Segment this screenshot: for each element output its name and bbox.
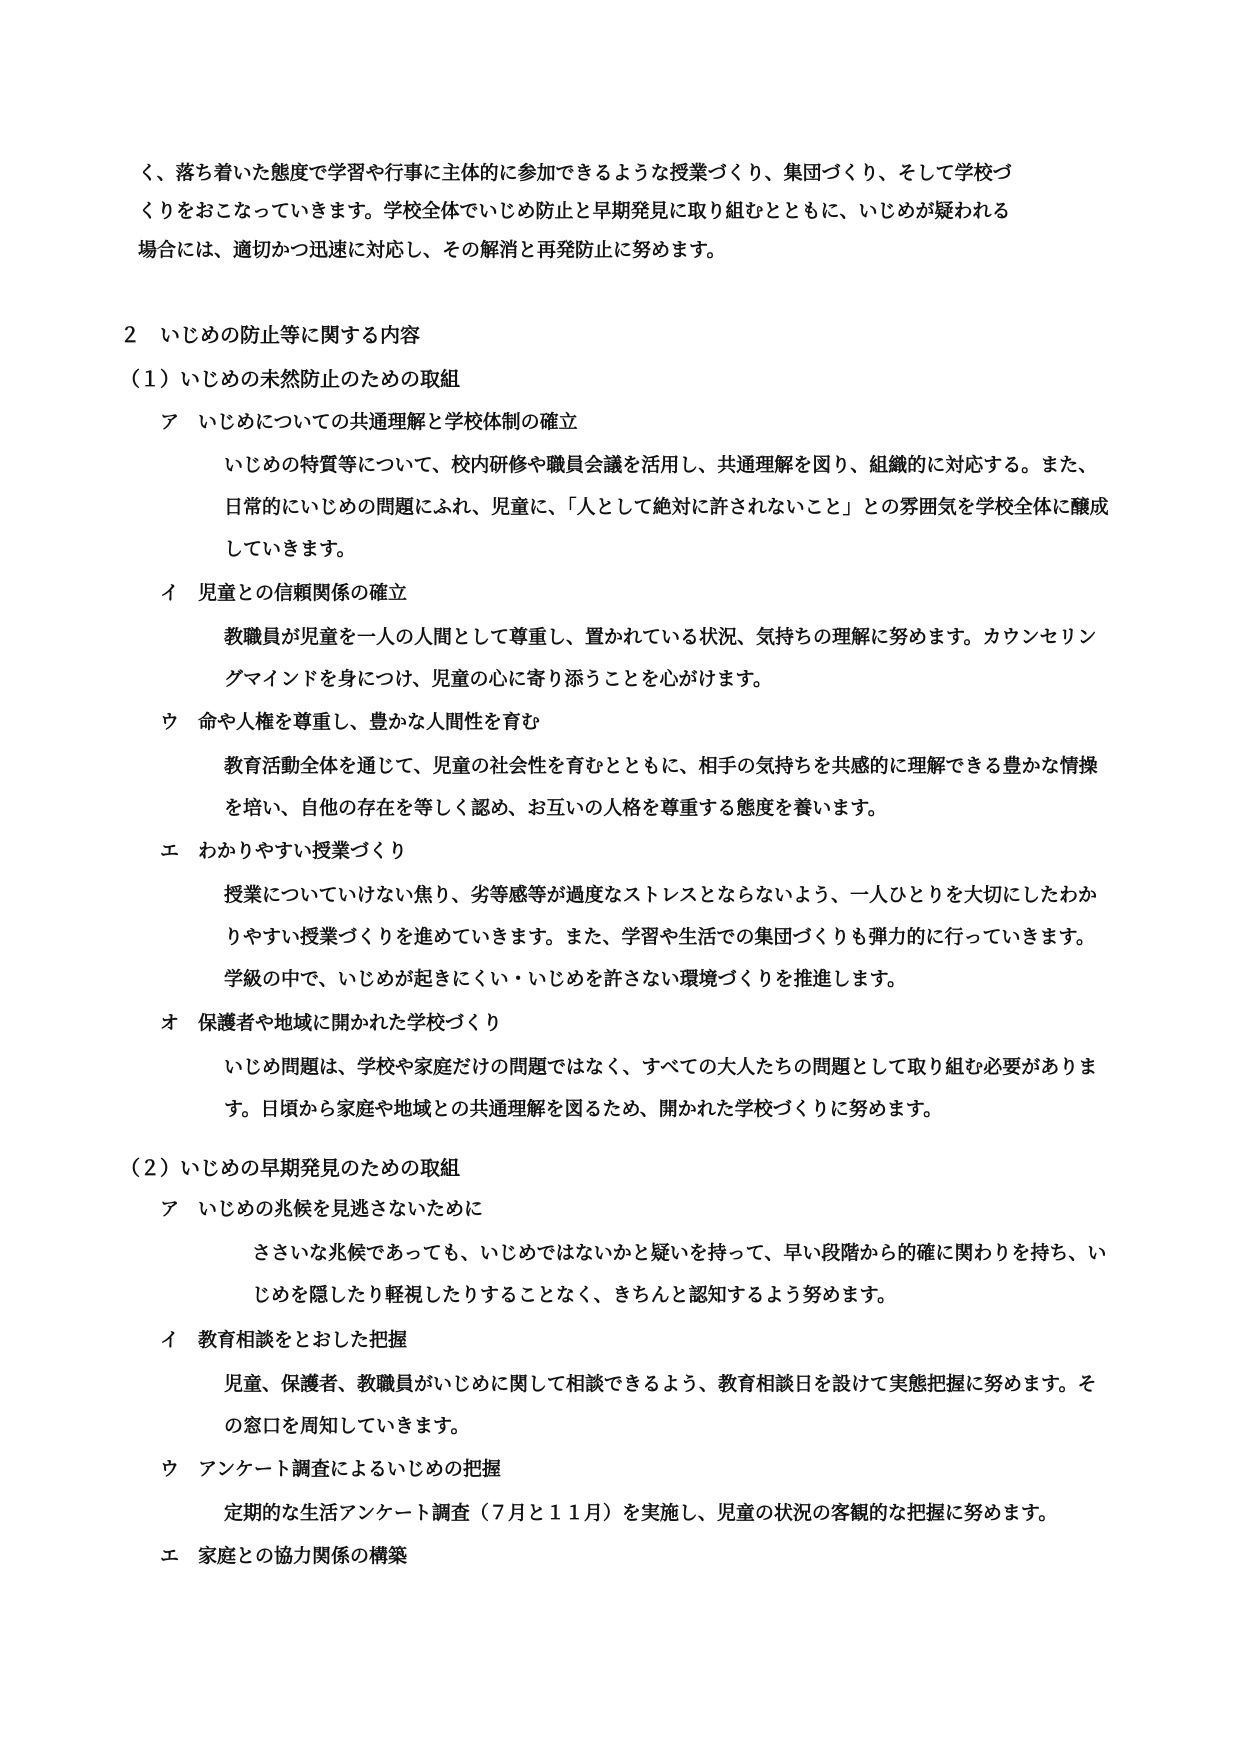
item-body-line: を培い、自他の存在を等しく認め、お互いの人格を尊重する態度を養います。 [224,797,887,819]
item-body-line: いじめの特質等について、校内研修や職員会議を活用し、共通理解を図り、組織的に対応する。また、 [224,454,1098,476]
item-heading: エ 家庭との協力関係の構築 [160,1545,408,1567]
item-body-line: りやすい授業づくりを進めていきます。また、学習や生活での集団づくりも弾力的に行っていきます。 [224,926,1095,948]
item-heading: エ わかりやすい授業づくり [160,840,408,862]
item-body-line: 授業についていけない焦り、劣等感等が過度なストレスとならないよう、一人ひとりを大切にしたわか [224,884,1098,906]
item-body-line: 学級の中で、いじめが起きにくい・いじめを許さない環境づくりを推進します。 [224,968,907,990]
intro-line: 場合には、適切かつ迅速に対応し、その解消と再発防止に努めます。 [138,239,726,261]
subsection-heading: （１）いじめの未然防止のための取組 [120,367,460,391]
item-body-line: の窓口を周知していきます。 [224,1415,470,1437]
item-heading: ウ アンケート調査によるいじめの把握 [160,1458,501,1480]
item-body-line: 教職員が児童を一人の人間として尊重し、置かれている状況、気持ちの理解に努めます。カウンセリン [224,626,1097,648]
subsection-heading: （２）いじめの早期発見のための取組 [120,1156,460,1180]
item-body-line: じめを隠したり軽視したりすることなく、きちんと認知するよう努めます。 [252,1284,897,1306]
item-body-line: 教育活動全体を通じて、児童の社会性を育むとともに、相手の気持ちを共感的に理解できる豊かな情操 [224,755,1098,777]
item-heading: オ 保護者や地域に開かれた学校づくり [160,1012,503,1034]
item-heading: ウ 命や人権を尊重し、豊かな人間性を育む [160,711,541,733]
item-heading: イ 児童との信頼関係の確立 [160,582,408,604]
intro-line: く、落ち着いた態度で学習や行事に主体的に参加できるような授業づくり、集団づくり、そして学校づ [138,162,1012,184]
item-body-line: 定期的な生活アンケート調査（７月と１１月）を実施し、児童の状況の客観的な把握に努めます。 [224,1502,1058,1524]
item-body-line: ささいな兆候であっても、いじめではないかと疑いを持って、早い段階から的確に関わりを持ち、い [252,1242,1107,1264]
item-body-line: いじめ問題は、学校や家庭だけの問題ではなく、すべての大人たちの問題として取り組む必要がありま [224,1056,1098,1078]
item-body-line: 児童、保護者、教職員がいじめに関して相談できるよう、教育相談日を設けて実態把握に努めます。そ [224,1373,1097,1395]
item-body-line: していきます。 [224,538,356,560]
intro-line: くりをおこなっていきます。学校全体でいじめ防止と早期発見に取り組むとともに、いじめが疑われる [138,200,1011,222]
item-heading: ア いじめについての共通理解と学校体制の確立 [160,411,578,433]
item-heading: ア いじめの兆候を見逃さないために [160,1198,484,1220]
section-heading: ２ いじめの防止等に関する内容 [120,323,420,347]
item-body-line: す。日頃から家庭や地域との共通理解を図るため、開かれた学校づくりに努めます。 [224,1098,943,1120]
item-body-line: グマインドを身につけ、児童の心に寄り添うことを心がけます。 [224,668,772,690]
item-heading: イ 教育相談をとおした把握 [160,1329,408,1351]
item-body-line: 日常的にいじめの問題にふれ、児童に、「人として絶対に許されないこと」との雰囲気を学校全体に醸成 [224,496,1109,518]
